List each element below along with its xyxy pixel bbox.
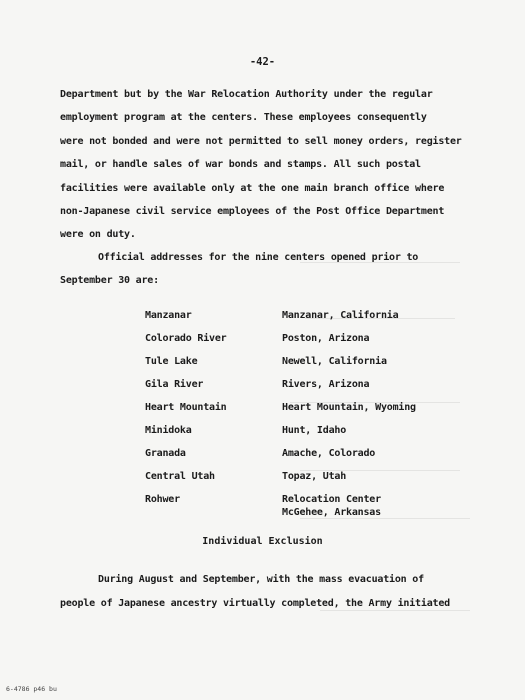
center-name: Heart Mountain bbox=[145, 402, 227, 413]
center-address: Hunt, Idaho bbox=[282, 425, 347, 436]
text-line: non-Japanese civil service employees of the Post Office Department bbox=[60, 206, 445, 217]
footer-code: 6-4786 p46 bu bbox=[6, 685, 57, 693]
center-address-line2: McGehee, Arkansas bbox=[282, 507, 381, 518]
center-name: Colorado River bbox=[145, 333, 227, 344]
center-name: Manzanar bbox=[145, 310, 192, 321]
text-line: employment program at the centers. These employees consequently bbox=[60, 112, 427, 123]
center-name: Tule Lake bbox=[145, 356, 198, 367]
text-line: were not bonded and were not permitted to sell money orders, register bbox=[60, 136, 462, 147]
text-line: Official addresses for the nine centers opened prior to bbox=[98, 252, 419, 263]
bleed-through-line bbox=[300, 518, 470, 519]
center-address: Newell, California bbox=[282, 356, 387, 367]
text-line: facilities were available only at the one main branch office where bbox=[60, 183, 445, 194]
center-address: Poston, Arizona bbox=[282, 333, 370, 344]
center-address: Topaz, Utah bbox=[282, 471, 347, 482]
page-number: -42- bbox=[249, 56, 276, 68]
text-line: mail, or handle sales of war bonds and stamps. All such postal bbox=[60, 159, 421, 170]
text-line: September 30 are: bbox=[60, 275, 159, 286]
center-address: Amache, Colorado bbox=[282, 448, 376, 459]
center-name: Central Utah bbox=[145, 471, 215, 482]
center-name: Gila River bbox=[145, 379, 204, 390]
text-line: people of Japanese ancestry virtually completed, the Army initiated bbox=[60, 598, 450, 609]
center-name: Rohwer bbox=[145, 494, 180, 505]
center-address: Rivers, Arizona bbox=[282, 379, 370, 390]
text-line: Department but by the War Relocation Authority under the regular bbox=[60, 89, 433, 100]
center-address: Relocation Center bbox=[282, 494, 381, 505]
section-heading: Individual Exclusion bbox=[202, 536, 323, 547]
center-address: Manzanar, California bbox=[282, 310, 399, 321]
text-line: were on duty. bbox=[60, 229, 136, 240]
center-name: Granada bbox=[145, 448, 186, 459]
bleed-through-line bbox=[320, 610, 470, 611]
center-address: Heart Mountain, Wyoming bbox=[282, 402, 416, 413]
center-name: Minidoka bbox=[145, 425, 192, 436]
text-line: During August and September, with the mass evacuation of bbox=[98, 574, 424, 585]
